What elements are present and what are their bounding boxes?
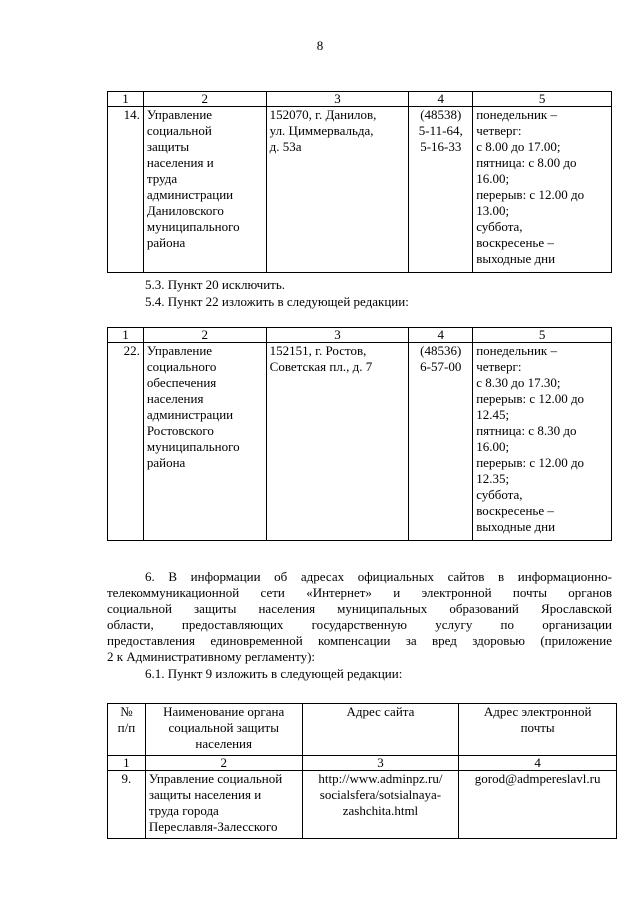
paragraph-6-line: области, предоставляющих государственную услугу по организации xyxy=(107,617,612,632)
paragraph-6-line: 6. В информации об адресах официальных сайтов в информационно- xyxy=(145,569,612,584)
header-cell: 1 xyxy=(108,92,144,107)
hours-cell: понедельник – четверг: с 8.00 до 17.00; пятница: с 8.00 до 16.00; перерыв: с 12.00 до 13.00; суббота, воскресенье – выходные дни xyxy=(473,107,612,273)
address-cell: 152151, г. Ростов, Советская пл., д. 7 xyxy=(266,343,409,541)
phone-cell: (48538) 5-11-64, 5-16-33 xyxy=(409,107,473,273)
header-email: Адрес электронной почты xyxy=(459,704,617,756)
table-row xyxy=(108,343,612,541)
table-punkt-22 xyxy=(107,327,612,541)
table-row xyxy=(108,771,617,839)
table-punkt-14 xyxy=(107,91,612,273)
table-punkt-9 xyxy=(107,703,617,839)
org-name-cell: Управление социального обеспечения населения администрации Ростовского муниципального района xyxy=(143,343,266,541)
header-cell: 2 xyxy=(143,328,266,343)
header-org-name: Наименование органа социальной защиты населения xyxy=(145,704,302,756)
header-cell: 4 xyxy=(409,328,473,343)
phone-cell: (48536) 6-57-00 xyxy=(409,343,473,541)
table-row xyxy=(108,107,612,273)
header-cell: 5 xyxy=(473,328,612,343)
header-cell: 5 xyxy=(473,92,612,107)
paragraph-6-line: предоставления единовременной компенсации за вред здоровью (приложение xyxy=(107,633,612,648)
paragraph-6-line: социальной защиты населения муниципальных образований Ярославской xyxy=(107,601,612,616)
row-number: 14. xyxy=(108,107,144,273)
address-cell: 152070, г. Данилов, ул. Циммервальда, д. 53а xyxy=(266,107,409,273)
paragraph-6-1: 6.1. Пункт 9 изложить в следующей редакции: xyxy=(145,666,403,681)
header-cell: 3 xyxy=(266,92,409,107)
table-index-row xyxy=(108,756,617,771)
index-cell: 4 xyxy=(459,756,617,771)
hours-cell: понедельник – четверг: с 8.30 до 17.30; перерыв: с 12.00 до 12.45; пятница: с 8.30 до 16.00; перерыв: с 12.00 до 12.35; суббота, воскресенье – выходные дни xyxy=(473,343,612,541)
row-number: 9. xyxy=(108,771,146,839)
header-cell: 2 xyxy=(143,92,266,107)
table-header-row xyxy=(108,328,612,343)
email-cell: gorod@admpereslavl.ru xyxy=(459,771,617,839)
index-cell: 1 xyxy=(108,756,146,771)
org-name-cell: Управление социальной защиты населения и труда администрации Даниловского муниципального района xyxy=(143,107,266,273)
paragraph-6-line: 2 к Административному регламенту): xyxy=(107,649,316,664)
header-site: Адрес сайта xyxy=(302,704,459,756)
header-cell: 1 xyxy=(108,328,144,343)
header-number: № п/п xyxy=(108,704,146,756)
org-name-cell: Управление социальной защиты населения и труда города Переславля-Залесского xyxy=(145,771,302,839)
site-cell: http://www.adminpz.ru/ socialsfera/sotsialnaya- zashchita.html xyxy=(302,771,459,839)
table-header-row xyxy=(108,92,612,107)
index-cell: 2 xyxy=(145,756,302,771)
paragraph-6-line: телекоммуникационной сети «Интернет» и электронной почты органов xyxy=(107,585,612,600)
paragraph-5-4: 5.4. Пункт 22 изложить в следующей редакции: xyxy=(145,294,409,309)
header-cell: 3 xyxy=(266,328,409,343)
page-number: 8 xyxy=(316,38,324,53)
row-number: 22. xyxy=(108,343,144,541)
paragraph-5-3: 5.3. Пункт 20 исключить. xyxy=(145,277,286,292)
header-cell: 4 xyxy=(409,92,473,107)
index-cell: 3 xyxy=(302,756,459,771)
table-header-row xyxy=(108,704,617,756)
